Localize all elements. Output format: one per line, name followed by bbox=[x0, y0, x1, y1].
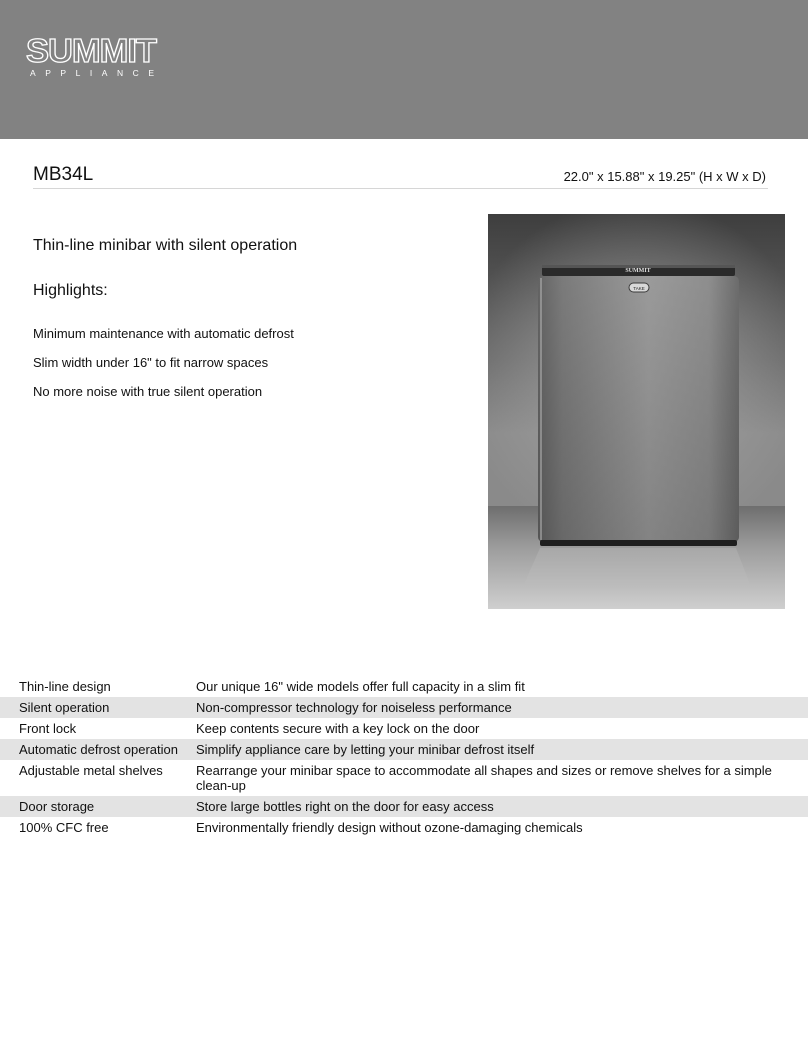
feature-name: Automatic defrost operation bbox=[19, 742, 178, 757]
model-row bbox=[33, 164, 768, 189]
product-photo bbox=[488, 214, 785, 609]
feature-description: Rearrange your minibar space to accommodate all shapes and sizes or remove shelves for a simple clean-up bbox=[196, 763, 772, 793]
feature-name: Silent operation bbox=[19, 700, 110, 715]
feature-description: Environmentally friendly design without ozone-damaging chemicals bbox=[196, 820, 583, 835]
photo-logo: SUMMIT bbox=[625, 268, 651, 274]
table-row bbox=[0, 760, 808, 796]
feature-name: 100% CFC free bbox=[19, 820, 109, 835]
highlight-item: Slim width under 16" to fit narrow spaces bbox=[33, 355, 269, 370]
table-row bbox=[0, 718, 808, 739]
product-tagline: Thin-line minibar with silent operation bbox=[33, 237, 298, 254]
highlights-title: Highlights: bbox=[33, 282, 108, 299]
minibar-illustration bbox=[488, 214, 785, 609]
table-row bbox=[0, 817, 808, 838]
model-name: MB34L bbox=[33, 164, 94, 185]
table-row bbox=[0, 697, 808, 718]
logo-subtitle: APPLIANCE bbox=[30, 68, 154, 78]
table-row bbox=[0, 739, 808, 760]
header-band bbox=[0, 0, 808, 139]
product-dimensions: 22.0" x 15.88" x 19.25" (H x W x D) bbox=[563, 169, 766, 184]
feature-description: Our unique 16" wide models offer full capacity in a slim fit bbox=[196, 679, 525, 694]
feature-name: Door storage bbox=[19, 799, 95, 814]
feature-description: Keep contents secure with a key lock on the door bbox=[196, 721, 480, 736]
feature-name: Adjustable metal shelves bbox=[19, 763, 163, 778]
table-row bbox=[0, 796, 808, 817]
feature-description: Non-compressor technology for noiseless performance bbox=[196, 700, 512, 715]
photo-lock-label: TAKE bbox=[633, 286, 645, 291]
feature-description: Store large bottles right on the door for easy access bbox=[196, 799, 494, 814]
highlight-item: Minimum maintenance with automatic defrost bbox=[33, 326, 294, 341]
table-row bbox=[0, 676, 808, 697]
highlight-item: No more noise with true silent operation bbox=[33, 384, 263, 399]
feature-description: Simplify appliance care by letting your minibar defrost itself bbox=[196, 742, 535, 757]
logo-wordmark: SUMMIT bbox=[26, 32, 157, 69]
highlight-list bbox=[33, 326, 294, 413]
feature-name: Thin-line design bbox=[19, 679, 111, 694]
features-table bbox=[0, 676, 808, 838]
feature-name: Front lock bbox=[19, 721, 77, 736]
summit-logo bbox=[24, 28, 160, 80]
